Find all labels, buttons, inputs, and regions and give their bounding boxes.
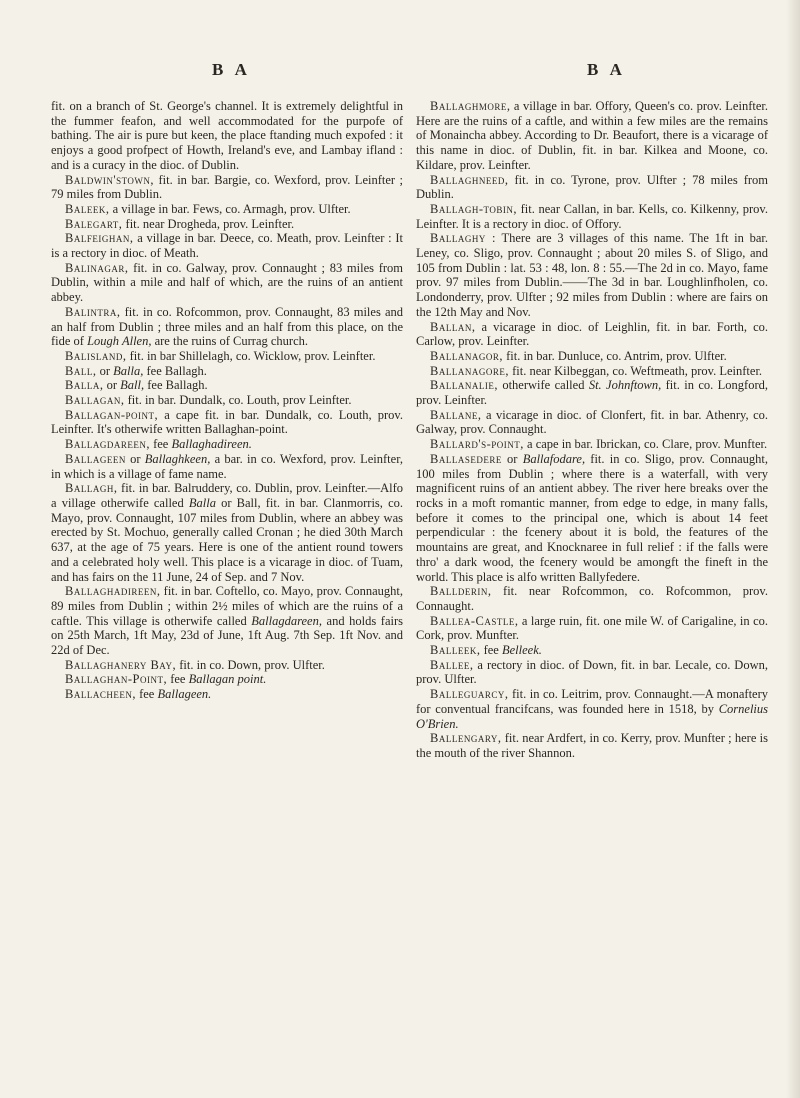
entry-italic: Ballagdareen, [251,613,322,628]
entry-headword: Ballan, [430,319,476,334]
gazetteer-entry [51,378,403,393]
gazetteer-entry [51,481,403,584]
gazetteer-entry [416,614,768,643]
gazetteer-entry [51,672,403,687]
entry-headword: Ballee, [430,657,474,672]
gazetteer-entry [51,99,403,173]
entry-headword: Ballagh, [65,481,118,496]
running-header [0,60,800,84]
gazetteer-entry [416,452,768,584]
entry-italic: Cornelius O'Brien. [416,701,768,731]
entry-headword: Ballagan, [65,393,125,408]
entry-text: or [96,363,114,378]
entry-text: a large ruin, fit. one mile W. of Carigaline, in co. Cork, prov. Munfter. [416,613,768,643]
entry-text: fit. near Rofcommon, co. Rofcommon, prov. Connaught. [416,584,768,613]
entry-text: otherwife called [497,378,589,393]
gazetteer-entry [416,408,768,437]
entry-headword: Ballaghanery Bay, [65,657,177,672]
entry-italic: Ballaghkeen, [144,451,211,466]
entry-headword: Ballard's-point, [430,437,524,452]
entry-text: fit. in co. Leitrim, prov. Connaught.—A monaftery for conventual francifcans, was founded here in 1518, by [416,687,768,716]
entry-headword: Ballane, [430,407,482,422]
entry-italic: Balla [188,495,216,510]
entry-text: a vicarage in dioc. of Leighlin, fit. in bar. Forth, co. Carlow, prov. Leinfter. [416,319,768,349]
entry-italic: Ball, [120,378,145,393]
entry-text: a cape in bar. Ibrickan, co. Clare, prov. Munfter. [523,437,768,452]
entry-headword: Ballagh-tobin, [430,201,517,216]
gazetteer-entry [416,437,768,452]
entry-headword: Ballacheen, [65,687,136,702]
gazetteer-entry [416,320,768,349]
gazetteer-entry [51,305,403,349]
entry-text: fit. near Drogheda, prov. Leinfter. [122,216,295,231]
gazetteer-entry [51,658,403,673]
entry-text: fit. in co. Galway, prov. Connaught ; 83 miles from Dublin, within a mile and half of which, are the ruins of an antient abbey. [51,260,403,305]
gazetteer-entry [416,643,768,658]
gazetteer-entry [416,231,768,319]
entry-text: a village in bar. Fews, co. Armagh, prov. Ulfter. [109,201,351,216]
entry-text: fit. in bar. Bargie, co. Wexford, prov. Leinfter ; 79 miles from Dublin. [51,172,403,202]
entry-text: fit. in co. Down, prov. Ulfter. [176,657,325,672]
entry-italic: Ballafodare, [522,451,586,466]
entry-headword: Balisland, [65,348,127,363]
entry-headword: Balleguarcy, [430,687,509,702]
header-right: B A [587,60,626,79]
entry-headword: Balfeighan, [65,231,134,246]
entry-italic: Ballageen. [157,687,212,702]
entry-italic: Balla, [113,363,144,378]
entry-text: fit. near Kilbeggan, co. Weftmeath, prov. Leinfter. [508,363,763,378]
entry-italic: Ballaghadireen. [171,437,252,452]
entry-text: a cape fit. in bar. Dundalk, co. Louth, prov. Leinfter. It's otherwife written Ballaghan-point. [51,407,403,437]
entry-headword: Ballanagor, [430,348,503,363]
gazetteer-entry [51,217,403,232]
entry-text-tail: fee Ballagh. [144,378,208,393]
entry-headword: Ballaghneed, [430,172,509,187]
entry-text: fit. in bar. Dunluce, co. Antrim, prov. Ulfter. [502,348,727,363]
entry-text: fit. near Callan, in bar. Kells, co. Kilkenny, prov. Leinfter. It is a rectory in dioc. of Offory. [416,201,768,231]
gazetteer-entry [416,584,768,613]
gazetteer-entry [51,231,403,260]
entry-headword: Ballaghadireen, [65,584,161,599]
gazetteer-entry [416,99,768,173]
entry-text: or [103,378,121,393]
gazetteer-entry [51,452,403,481]
entry-headword: Ballaghmore, [430,99,511,113]
entry-headword: Balinagar, [65,260,129,275]
entry-headword: Balegart, [65,216,123,231]
entry-text: fee [135,687,158,702]
entry-italic: Belleek. [501,643,542,658]
gazetteer-entry [416,378,768,407]
gazetteer-entry [416,349,768,364]
entry-text-tail: are the ruins of Currag church. [151,334,309,349]
entry-text-tail: fee Ballagh. [143,363,207,378]
entry-headword: Baldwin'stown, [65,172,155,187]
entry-text-tail: or Ball, fit. in bar. Clanmorris, co. Mayo, prov. Connaught, 107 miles from Dublin, where an abbey was erected by St. Mochuo, generally called Cronan ; he died 30th March 637, at the age of 75 years. Here is one of the antient round towers and a celebrated holy well. This place is a vicarage in dioc. of Tuam, and has fairs on the 11 June, 24 of Sep. and 7 Nov. [51,495,403,584]
gazetteer-entry [51,687,403,702]
entry-headword: Ballasedere [430,451,502,466]
entry-headword: Ball, [65,363,97,378]
gazetteer-entry [51,173,403,202]
entry-headword: Ballaghy : [430,231,497,246]
entry-headword: Balla, [65,378,104,393]
entry-headword: Balleek, [430,643,481,658]
entry-italic: St. Johnftown, [588,378,662,393]
gazetteer-entry [51,584,403,658]
gazetteer-entry [416,364,768,379]
entry-text: fit. on a branch of St. George's channel. It is extremely delightful in the fummer feafon, and well accommodated for the purpofe of bathing. The air is pure but keen, the place ftanding much expofed : it enjoys a good profpect of Howth, Ireland's eve, and Lambay ifland : and is a curacy in the dioc. of Dublin. [51,99,403,172]
entry-headword: Ballanalie, [430,378,498,393]
entry-text: a village in bar. Offory, Queen's co. prov. Leinfter. Here are the ruins of a caftle, and within a few miles are the remains of Monaincha abbey. According to Dr. Beaufort, there is a vicarage of this name in dioc. of Dublin, fit. in bar. Kilkea and Moone, co. Kildare, prov. Leinfter. [416,99,768,172]
entry-text: fit. near Ardfert, in co. Kerry, prov. Munfter ; here is the mouth of the river Shannon. [416,731,768,760]
entry-italic: Lough Allen, [87,334,152,349]
entry-text: fee [149,437,172,452]
gazetteer-entry [51,393,403,408]
entry-text: or [501,451,523,466]
entry-headword: Ballea-Castle, [430,613,519,628]
gazetteer-entry [416,687,768,731]
entry-headword: Ballanagore, [430,363,509,378]
entry-text: a vicarage in dioc. of Clonfert, fit. in bar. Athenry, co. Galway, prov. Connaught. [416,407,768,437]
entry-text: fee [480,643,502,658]
entry-text: fit. in bar Shillelagh, co. Wicklow, prov. Leinfter. [126,348,376,363]
gazetteer-entry [416,173,768,202]
gazetteer-entry [51,364,403,379]
left-column [51,99,403,702]
entry-text: a village in bar. Deece, co. Meath, prov. Leinfter : It is a rectory in dioc. of Meath. [51,231,403,261]
entry-text: fit. in bar. Dundalk, co. Louth, prov Leinfter. [124,393,352,408]
entry-text: fee [167,672,189,687]
page-edge-shadow [786,0,800,1098]
header-left: B A [212,60,251,79]
entry-headword: Balintra, [65,304,121,319]
entry-text-tail: fit. in co. Longford, prov. Leinfter. [416,378,768,408]
entry-text-tail: and holds fairs on 25th March, 1ft May, 23d of June, 1ft Aug. 7th Sep. 1ft Nov. and 22d of Dec. [51,613,403,658]
entry-text: fit. in bar. Coftello, co. Mayo, prov. Connaught, 89 miles from Dublin ; within 2½ miles of which are the ruins of a caftle. This village is otherwife called [51,584,403,628]
gazetteer-entry [51,261,403,305]
entry-text: a rectory in dioc. of Down, fit. in bar. Lecale, co. Down, prov. Ulfter. [416,657,768,687]
entry-text: fit. in co. Rofcommon, prov. Connaught, 83 miles and an half from Dublin ; three miles and an half from this place, on the fide of [51,304,403,349]
entry-headword: Ballaghan-Point, [65,672,168,687]
gazetteer-entry [416,202,768,231]
entry-headword: Ballengary, [430,731,502,746]
entry-text: fit. in co. Tyrone, prov. Ulfter ; 78 miles from Dublin. [416,172,768,202]
entry-headword: Ballagan-point, [65,407,159,422]
gazetteer-entry [51,408,403,437]
entry-text: There are 3 villages of this name. The 1ft in bar. Leney, co. Sligo, prov. Connaught ; about 20 miles S. of Sligo, and 105 from Dublin : lat. 53 : 48, lon. 8 : 55.—The 2d in co. Mayo, fame prov. 97 miles from Dublin.——The 3d in bar. Loughlinfholen, co. Londonderry, prov. Ulfter ; 92 miles from Dublin : where are fairs on the 12th May and Nov. [416,231,768,319]
entry-headword: Baleek, [65,201,110,216]
gazetteer-entry [416,658,768,687]
entry-text: or [125,451,145,466]
gazetteer-entry [51,437,403,452]
gazetteer-entry [51,202,403,217]
gazetteer-entry [416,731,768,760]
entry-text-tail: a bar. in co. Wexford, prov. Leinfter, in which is a village of fame name. [51,451,403,481]
entry-headword: Ballagdareen, [65,437,150,452]
entry-headword: Ballderin, [430,584,492,599]
entry-headword: Ballageen [65,451,126,466]
right-column [416,99,768,761]
entry-text-tail: fit. in co. Sligo, prov. Connaught, 100 miles from Dublin ; where there is a waterfall, with very magnificent ruins of an antient abbey. The river here breaks over the rocks in a moft romantic manner, from edge to edge, in many falls, before it comes to the principal one, which is about 14 feet perpendicular : the fcenery about it is bold, the features of the mountains are great, and Knocknaree in full relief : if the falls were thro' a dark wood, the fcenery would be amongft the fineft in the world. This place is alfo written Ballyfedere. [416,451,768,584]
gazetteer-entry [51,349,403,364]
entry-text: fit. in bar. Balruddery, co. Dublin, prov. Leinfter.—Alfo a village otherwife called [51,481,403,510]
entry-italic: Ballagan point. [188,672,267,687]
